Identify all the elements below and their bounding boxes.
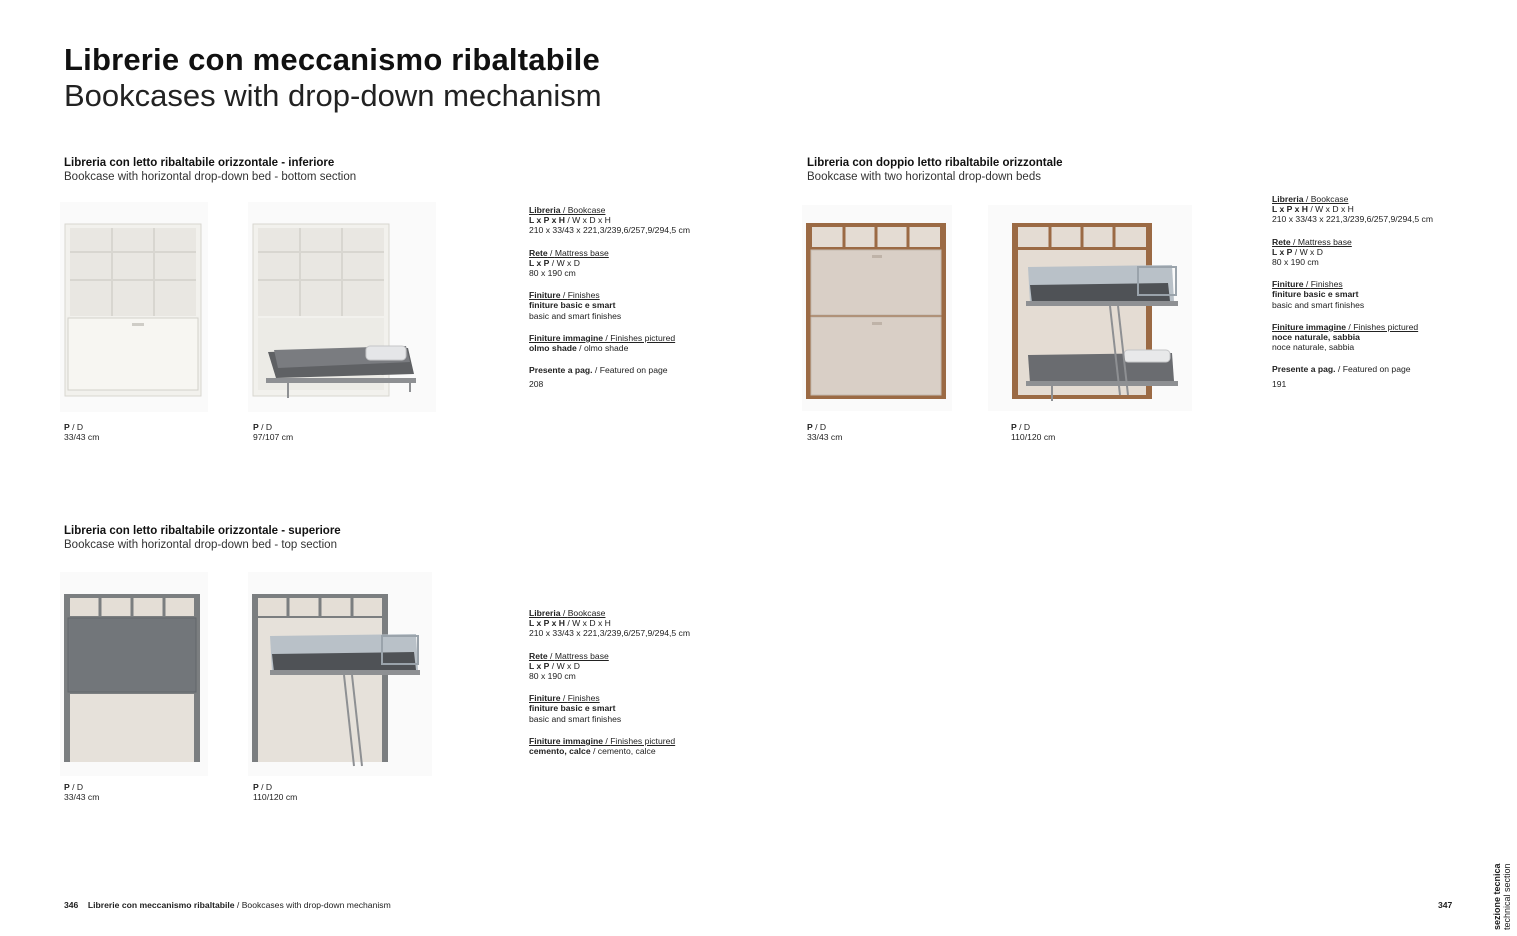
section-3-dim-2: P / D 110/120 cm	[253, 782, 298, 802]
section-1-title-it: Libreria con letto ribaltabile orizzontale - inferiore	[64, 157, 335, 169]
bookcase-closed-white-image	[60, 202, 208, 412]
section-2-dim-2: P / D 110/120 cm	[1011, 422, 1056, 442]
bookcase-double-closed-walnut-image	[802, 205, 952, 411]
section-2-specs: Libreria / Bookcase L x P x H / W x D x H 210 x 33/43 x 221,3/239,6/257,9/294,5 cm Rete / Mattress base L x P / W x D 80 x 190 cm Finiture / Finishes finiture basic e smart basic and smart finishes Finiture immagine / Finishes pictured noce naturale, sabbia noce naturale, sabbia Presente a pag. / Featured on page 191	[1272, 194, 1434, 389]
section-3-dim-1: P / D 33/43 cm	[64, 782, 100, 802]
section-3-title-en: Bookcase with horizontal drop-down bed - top section	[64, 539, 337, 551]
section-1-specs: Libreria / Bookcase L x P x H / W x D x H 210 x 33/43 x 221,3/239,6/257,9/294,5 cm Rete / Mattress base L x P / W x D 80 x 190 cm Finiture / Finishes finiture basic e smart basic and smart finishes Finiture immagine / Finishes pictured olmo shade / olmo shade Presente a pag. / Featured on page 208	[529, 205, 691, 390]
bookcase-top-closed-grey-image	[60, 572, 208, 776]
section-3-title-it: Libreria con letto ribaltabile orizzontale - superiore	[64, 525, 341, 537]
section-2-dim-1: P / D 33/43 cm	[807, 422, 843, 442]
section-2-title-en: Bookcase with two horizontal drop-down beds	[807, 171, 1041, 183]
page-number-left: 346	[64, 900, 79, 910]
page-number-right: 347	[1438, 900, 1453, 910]
section-1-dim-1: P / D 33/43 cm	[64, 422, 100, 442]
page-title-en: Bookcases with drop-down mechanism	[64, 78, 602, 113]
section-2-title-it: Libreria con doppio letto ribaltabile orizzontale	[807, 157, 1063, 169]
bookcase-double-open-walnut-image	[988, 205, 1192, 411]
bookcase-open-white-image	[248, 202, 436, 412]
section-1-title-en: Bookcase with horizontal drop-down bed - bottom section	[64, 171, 357, 183]
page-title-it: Librerie con meccanismo ribaltabile	[64, 42, 600, 77]
bookcase-top-open-grey-image	[248, 572, 432, 776]
section-3-specs: Libreria / Bookcase L x P x H / W x D x H 210 x 33/43 x 221,3/239,6/257,9/294,5 cm Rete / Mattress base L x P / W x D 80 x 190 cm Finiture / Finishes finiture basic e smart basic and smart finishes Finiture immagine / Finishes pictured cemento, calce / cemento, calce	[529, 608, 691, 757]
running-title-it: Librerie con meccanismo ribaltabile	[87, 900, 235, 910]
side-section-label: sezione tecnica technical section	[1492, 863, 1512, 930]
footer-left: 346 Librerie con meccanismo ribaltabile / Bookcases with drop-down mechanism	[64, 900, 391, 910]
section-1-dim-2: P / D 97/107 cm	[253, 422, 294, 442]
running-title-en: Bookcases with drop-down mechanism	[241, 900, 391, 910]
